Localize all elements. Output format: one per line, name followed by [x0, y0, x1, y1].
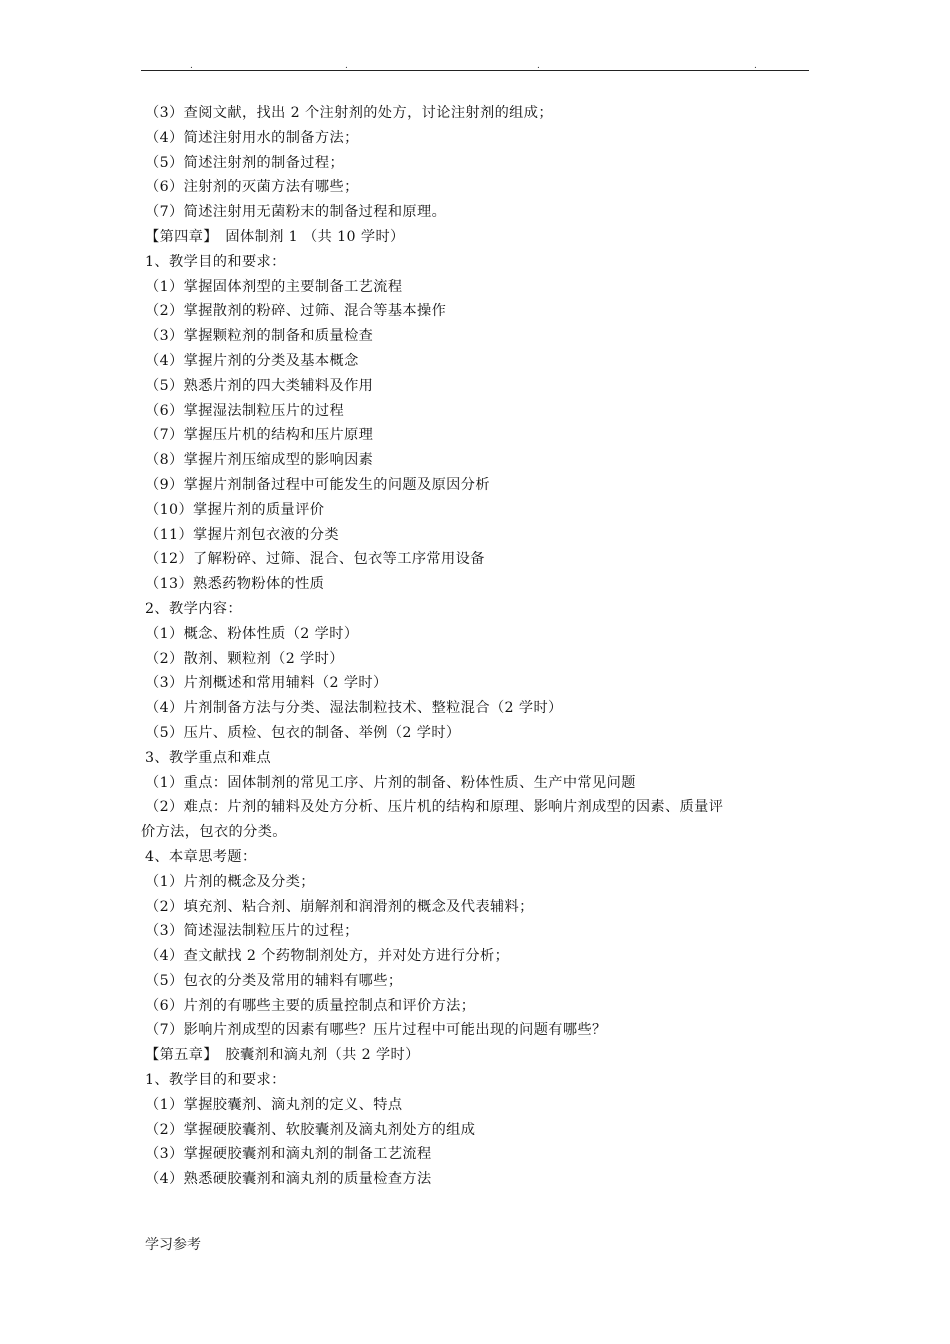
text-line: （9）掌握片剂制备过程中可能发生的问题及原因分析	[145, 476, 490, 493]
text-line: （4）熟悉硬胶囊剂和滴丸剂的质量检查方法	[145, 1171, 432, 1188]
header-dot: .	[345, 61, 348, 71]
text-line: （12）了解粉碎、过筛、混合、包衣等工序常用设备	[145, 551, 485, 568]
text-line: （1）片剂的概念及分类；	[145, 873, 315, 890]
text-line: （1）重点：固体制剂的常见工序、片剂的制备、粉体性质、生产中常见问题	[145, 774, 636, 791]
section-heading: 4、本章思考题：	[145, 848, 257, 865]
text-line: （2）散剂、颗粒剂（2 学时）	[145, 650, 344, 667]
text-line: （2）掌握硬胶囊剂、软胶囊剂及滴丸剂处方的组成	[145, 1121, 476, 1138]
header-rule	[141, 70, 809, 71]
text-line: （4）片剂制备方法与分类、湿法制粒技术、整粒混合（2 学时）	[145, 700, 563, 717]
text-line-continuation: 价方法，包衣的分类。	[141, 824, 287, 841]
section-heading: 1、教学目的和要求：	[145, 1072, 286, 1089]
section-heading: 2、教学内容：	[145, 600, 242, 617]
document-body	[141, 101, 813, 1192]
text-line: （5）包衣的分类及常用的辅料有哪些；	[145, 972, 403, 989]
chapter-heading: 【第五章】 胶囊剂和滴丸剂（共 2 学时）	[145, 1047, 420, 1064]
footer-label: 学习参考	[145, 1237, 201, 1253]
text-line: （2）掌握散剂的粉碎、过筛、混合等基本操作	[145, 303, 447, 320]
text-line: （8）掌握片剂压缩成型的影响因素	[145, 452, 374, 469]
text-line: （5）简述注射剂的制备过程；	[145, 154, 345, 171]
text-line: （1）掌握胶囊剂、滴丸剂的定义、特点	[145, 1096, 403, 1113]
text-line: （2）填充剂、粘合剂、崩解剂和润滑剂的概念及代表辅料；	[145, 898, 534, 915]
text-line: （3）查阅文献，找出 2 个注射剂的处方，讨论注射剂的组成；	[145, 105, 553, 121]
text-line: （6）注射剂的灭菌方法有哪些；	[145, 179, 359, 196]
text-line: （6）掌握湿法制粒压片的过程	[145, 402, 345, 419]
text-line: （7）影响片剂成型的因素有哪些？压片过程中可能出现的问题有哪些？	[145, 1022, 607, 1039]
text-line: （4）查文献找 2 个药物制剂处方，并对处方进行分析；	[145, 948, 510, 965]
text-line: （4）掌握片剂的分类及基本概念	[145, 352, 359, 369]
header-dot: .	[190, 61, 193, 71]
text-line: （11）掌握片剂包衣液的分类	[145, 526, 339, 543]
text-line: （5）压片、质检、包衣的制备、举例（2 学时）	[145, 724, 461, 741]
text-line: （1）概念、粉体性质（2 学时）	[145, 625, 359, 642]
text-line: （3）掌握硬胶囊剂和滴丸剂的制备工艺流程	[145, 1146, 432, 1163]
text-line: （2）难点：片剂的辅料及处方分析、压片机的结构和原理、影响片剂成型的因素、质量评	[145, 799, 724, 816]
header-dot: .	[537, 61, 540, 71]
chapter-heading: 【第四章】 固体制剂 1 （共 10 学时）	[145, 228, 405, 245]
text-line: （3）掌握颗粒剂的制备和质量检查	[145, 328, 374, 345]
text-line: （3）片剂概述和常用辅料（2 学时）	[145, 675, 388, 692]
text-line: （7）掌握压片机的结构和压片原理	[145, 427, 374, 444]
section-heading: 1、教学目的和要求：	[145, 253, 286, 270]
text-line: （1）掌握固体剂型的主要制备工艺流程	[145, 278, 403, 295]
text-line: （5）熟悉片剂的四大类辅料及作用	[145, 377, 374, 394]
text-line: （10）掌握片剂的质量评价	[145, 501, 325, 518]
header-dot: .	[754, 61, 757, 71]
text-line: （6）片剂的有哪些主要的质量控制点和评价方法；	[145, 997, 476, 1014]
section-heading: 3、教学重点和难点	[145, 749, 272, 766]
text-line: （3）简述湿法制粒压片的过程；	[145, 923, 359, 940]
text-line: （4）简述注射用水的制备方法；	[145, 129, 359, 146]
text-line: （13）熟悉药物粉体的性质	[145, 576, 325, 593]
text-line: （7）简述注射用无菌粉末的制备过程和原理。	[145, 204, 447, 221]
